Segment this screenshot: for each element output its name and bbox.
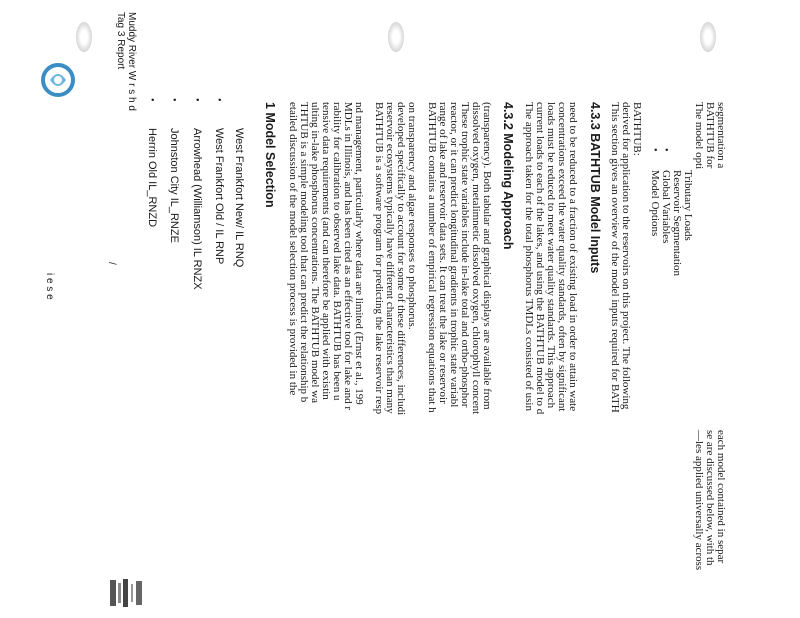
bullet-icon: • [660, 148, 671, 152]
paragraph-line: se are discussed below, with th [704, 430, 716, 566]
paragraph-line: concentrations exceed the water quality standards, often by significant [556, 102, 568, 412]
paragraph-line: on transparency and algae responses to phosphorus. [406, 102, 418, 330]
input-list-item: Global Variables [660, 170, 672, 244]
paragraph-line: These trophic state variables include in-lake total and ortho-phosphor [459, 102, 471, 408]
input-list-item: Tributary Loads [682, 170, 694, 241]
paragraph-line: rability for calibration to observed lake data. BATHTUB has been u [331, 102, 343, 401]
section-heading-modeling-approach: 4.3.2 Modeling Approach [501, 102, 515, 250]
paragraph-line: loads must be reduced to meet water quality standards. This approach [545, 102, 557, 409]
paragraph-line: nd management, particularly where data are limited (Ernst et al., 199 [353, 102, 365, 405]
paragraph-line: each model contained in separ [715, 430, 727, 564]
paragraph-line: developed specifically to account for some of these differences, includi [395, 102, 407, 416]
paragraph-line: derived for application to the reservoirs on this project. The following [620, 102, 632, 410]
bullet-icon: • [649, 148, 660, 152]
lake-item-2: Johnston City IL_RNZE [168, 128, 180, 243]
bullet-4-icon: • [213, 98, 224, 102]
paragraph-line: segmentation a [715, 102, 727, 169]
bullet-1-icon: • [146, 98, 157, 102]
header-mark-2: i e s e [44, 273, 55, 300]
header-mark: / [106, 262, 117, 265]
paragraph-line: reactor, or it can predict longitudinal gradients in trophic state variabl [448, 102, 460, 408]
paragraph-line: tensive data requirements (and can therefore be applied with existin [320, 102, 332, 400]
paragraph-line: BATHTUB for [704, 102, 716, 169]
section-heading-model-selection: 1 Model Selection [263, 102, 277, 208]
paragraph-line: (transparency). Both tabular and graphical displays are available from [481, 102, 493, 410]
input-list-item: Model Options [649, 170, 661, 237]
paragraph-line: This section gives an overview of the model inputs required for BATH [609, 102, 621, 413]
paragraph-line: BATHTUB: [631, 102, 643, 156]
paragraph-line: THTUB is a simple modeling tool that can predict the relationship b [298, 102, 310, 403]
paragraph-line: The approach taken for the total phosphorus TMDLs consisted of usin [523, 102, 535, 411]
lake-item-4: West Frankfort Old / IL RNP [213, 128, 225, 265]
paragraph-line: BATHTUB is a software program for predicting the lake reservoir resp [373, 102, 385, 415]
lake-item-5: West Frankfort New/ IL RNQ [233, 128, 245, 268]
bullet-2-icon: • [168, 98, 179, 102]
paragraph-line: MDLs in Illinois, and has been cited as an effective tool for lake and r [342, 102, 354, 411]
header-report: Tag 3 Report [115, 12, 126, 70]
paragraph-line: range of lake and reservoir data sets. It can treat the lake or reservoir [437, 102, 449, 404]
input-list-item: Reservoir Segmentation [671, 170, 683, 277]
paragraph-line: ulting in-lake phosphorus concentrations. The BATHTUB model wa [309, 102, 321, 404]
paragraph-line: etailed discussion of the model selection process is provided in the [287, 102, 299, 396]
lake-item-3: Arrowhead (Williamson) IL RNZX [191, 128, 203, 290]
bullet-3-icon: • [191, 98, 202, 102]
header-watershed: Muddy River W r s h d [126, 12, 137, 111]
paragraph-line: reservoir ecosystems typically have different characteristics than many [384, 102, 396, 414]
paragraph-line: current loads to each of the lakes, and using the BATHTUB model to d [534, 102, 546, 415]
paragraph-line: The model opti [693, 102, 705, 170]
lake-item-1: Herrin Old IL_RNZD [146, 128, 158, 228]
paragraph-line: need to be reduced to a fraction of existing load in order to attain wate [567, 102, 579, 412]
paragraph-line: dissolved oxygen, metalimnetic dissolved oxygen, chlorophyll concent [470, 102, 482, 415]
paragraph-line: —les applied universally across [693, 430, 705, 571]
paragraph-line: BATHTUB contains a number of empirical regression equations that h [426, 102, 438, 413]
section-heading-bathtub-inputs: 4.3.3 BATHTUB Model Inputs [588, 102, 602, 274]
